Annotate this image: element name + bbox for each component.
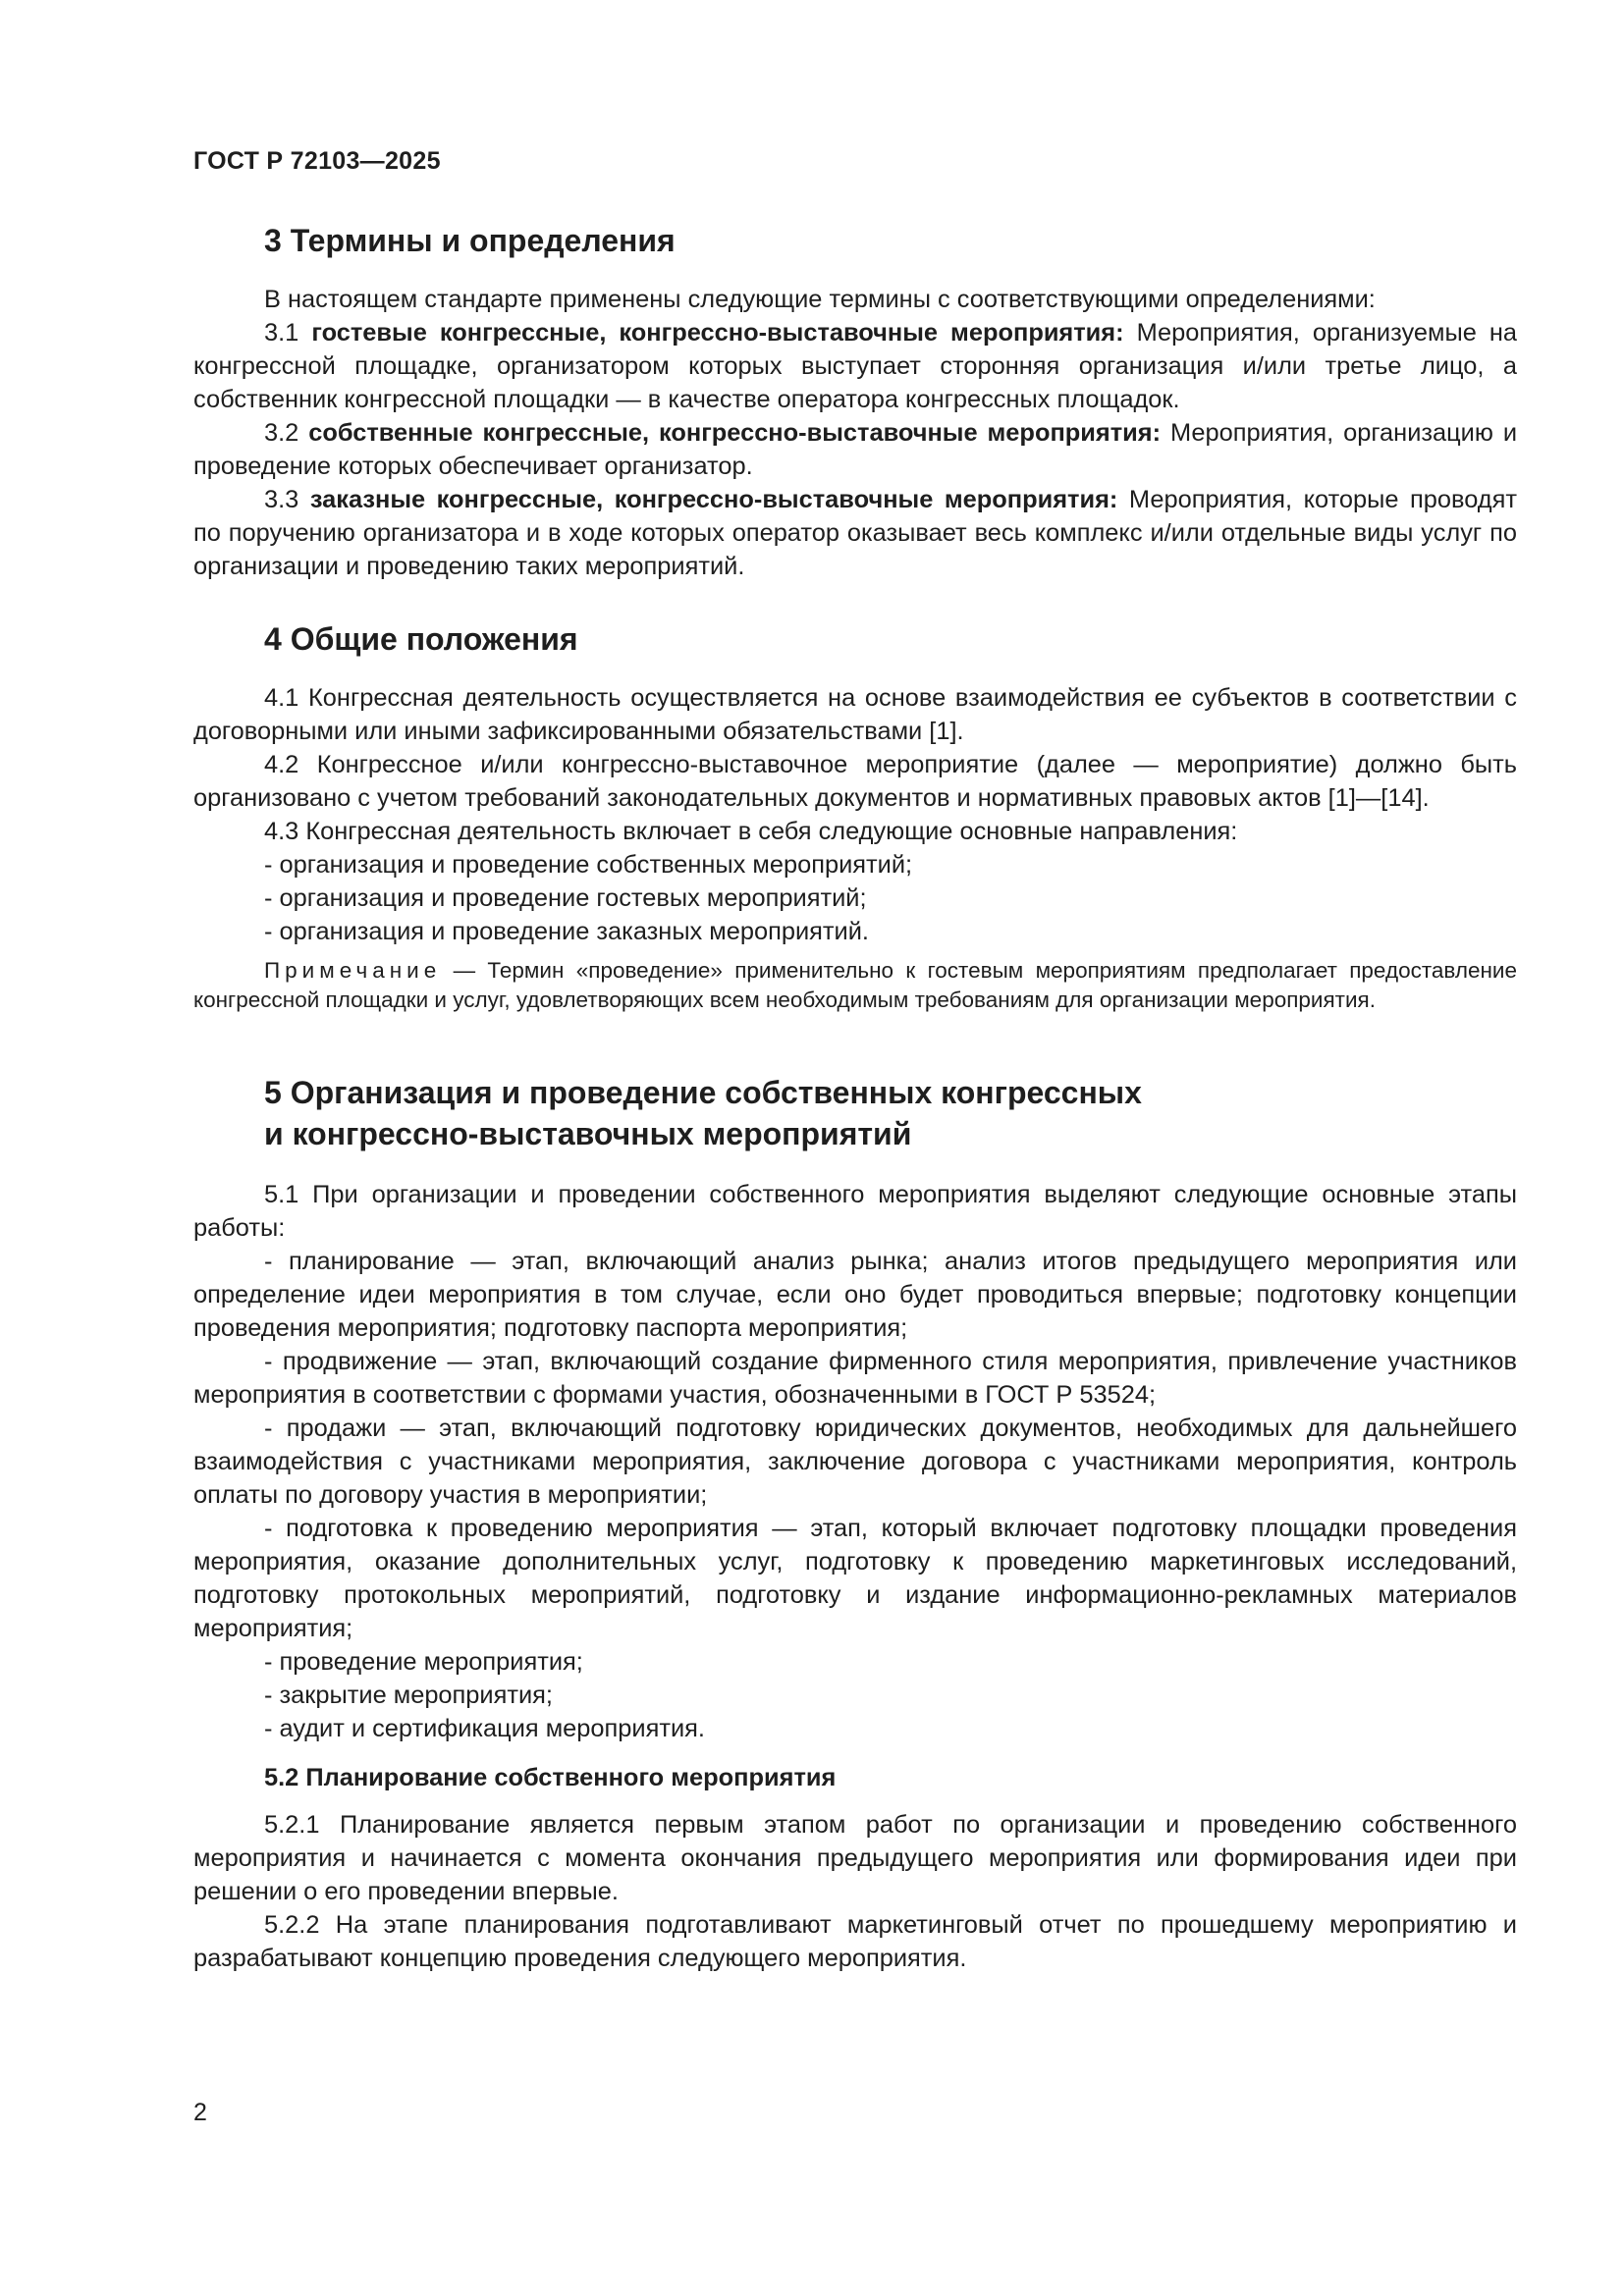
stage-item: - подготовка к проведению мероприятия — этап, который включает подготовку площадки проведения мероприятия, оказание дополнительных услуг, подготовку к проведению маркетинговых исследований, подготовку протокольных мероприятий, подготовку и издание информационно-рекламных материалов мероприятия; bbox=[193, 1515, 1517, 1642]
term-3-3-definition: Мероприятия, которые проводят по поручению организатора и в ходе которых оператор оказывает весь комплекс и/или отдельные виды услуг по организации и проведению таких мероприятий. bbox=[193, 486, 1518, 580]
term-3-1-name: гостевые конгрессные, конгрессно-выставочные мероприятия: bbox=[311, 319, 1124, 347]
clause-5-2-2: 5.2.2 На этапе планирования подготавливают маркетинговый отчет по прошедшему мероприятию и разрабатывают концепцию проведения следующего мероприятия. bbox=[193, 1911, 1517, 1972]
section-5-title bbox=[264, 1072, 1517, 1154]
list-item: - организация и проведение заказных мероприятий. bbox=[264, 918, 869, 945]
clause-5-1: 5.1 При организации и проведении собственного мероприятия выделяют следующие основные этапы работы: bbox=[193, 1181, 1517, 1242]
clause-5-2-1: 5.2.1 Планирование является первым этапом работ по организации и проведению собственного мероприятия и начинается с момента окончания предыдущего мероприятия или формирования идеи при решении о его проведении впервые. bbox=[193, 1811, 1517, 1905]
page-number: 2 bbox=[193, 2099, 207, 2126]
list-item: - организация и проведение гостевых мероприятий; bbox=[264, 884, 867, 912]
section-3-title: 3 Термины и определения bbox=[264, 223, 676, 258]
term-3-1-definition: Мероприятия, организуемые на конгрессной площадке, организатором которых выступает сторонняя организация и/или третье лицо, а собственник конгрессной площадки — в качестве оператора конгрессных площадок. bbox=[193, 319, 1517, 413]
list-item: - организация и проведение собственных мероприятий; bbox=[264, 851, 913, 879]
section-5-title-line-1: 5 Организация и проведение собственных конгрессных bbox=[264, 1075, 1142, 1110]
clause-4-1: 4.1 Конгрессная деятельность осуществляется на основе взаимодействия ее субъектов в соответствии с договорными или иными зафиксированными обязательствами [1]. bbox=[193, 684, 1517, 745]
page-content bbox=[193, 220, 1517, 1975]
stage-item: - продажи — этап, включающий подготовку юридических документов, необходимых для дальнейшего взаимодействия с участниками мероприятия, заключение договора с участниками мероприятия, контроль оплаты по договору участия в мероприятии; bbox=[193, 1415, 1517, 1509]
note bbox=[193, 956, 1517, 1015]
section-5-title-line-2: и конгрессно-выставочных мероприятий bbox=[264, 1116, 912, 1151]
stage-item: - проведение мероприятия; bbox=[264, 1648, 583, 1676]
stage-item: - закрытие мероприятия; bbox=[264, 1682, 553, 1709]
term-3-1 bbox=[193, 316, 1517, 416]
note-label: Примечание bbox=[264, 958, 442, 983]
clause-4-2: 4.2 Конгрессное и/или конгрессно-выставочное мероприятие (далее — мероприятие) должно быть организовано с учетом требований законодательных документов и нормативных правовых актов [1]—[14]. bbox=[193, 751, 1517, 812]
standard-code: ГОСТ Р 72103—2025 bbox=[193, 147, 441, 175]
term-3-2-name: собственные конгрессные, конгрессно-выставочные мероприятия: bbox=[308, 419, 1162, 447]
stage-item: - планирование — этап, включающий анализ рынка; анализ итогов предыдущего мероприятия или определение идеи мероприятия в том случае, если оно будет проводиться впервые; подготовку концепции проведения мероприятия; подготовку паспорта мероприятия; bbox=[193, 1248, 1517, 1342]
term-3-3-number: 3.3 bbox=[264, 486, 299, 513]
section-3-intro: В настоящем стандарте применены следующие термины с соответствующими определениями: bbox=[264, 286, 1376, 313]
stage-item: - аудит и сертификация мероприятия. bbox=[264, 1715, 705, 1742]
term-3-1-number: 3.1 bbox=[264, 319, 299, 347]
stage-item: - продвижение — этап, включающий создание фирменного стиля мероприятия, привлечение участников мероприятия в соответствии с формами участия, обозначенными в ГОСТ Р 53524; bbox=[193, 1348, 1517, 1409]
term-3-2 bbox=[193, 416, 1517, 483]
section-4-title: 4 Общие положения bbox=[264, 621, 578, 657]
term-3-3-name: заказные конгрессные, конгрессно-выставочные мероприятия: bbox=[309, 486, 1118, 513]
term-3-2-definition: Мероприятия, организацию и проведение которых обеспечивает организатор. bbox=[193, 419, 1517, 480]
note-text: — Термин «проведение» применительно к гостевым мероприятиям предполагает предоставление конгрессной площадки и услуг, удовлетворяющих всем необходимым требованиям для организации мероприятия. bbox=[193, 958, 1517, 1012]
term-3-3 bbox=[193, 483, 1517, 583]
term-3-2-number: 3.2 bbox=[264, 419, 299, 447]
subsection-5-2-title: 5.2 Планирование собственного мероприятия bbox=[264, 1764, 837, 1791]
clause-4-3: 4.3 Конгрессная деятельность включает в себя следующие основные направления: bbox=[264, 818, 1238, 845]
